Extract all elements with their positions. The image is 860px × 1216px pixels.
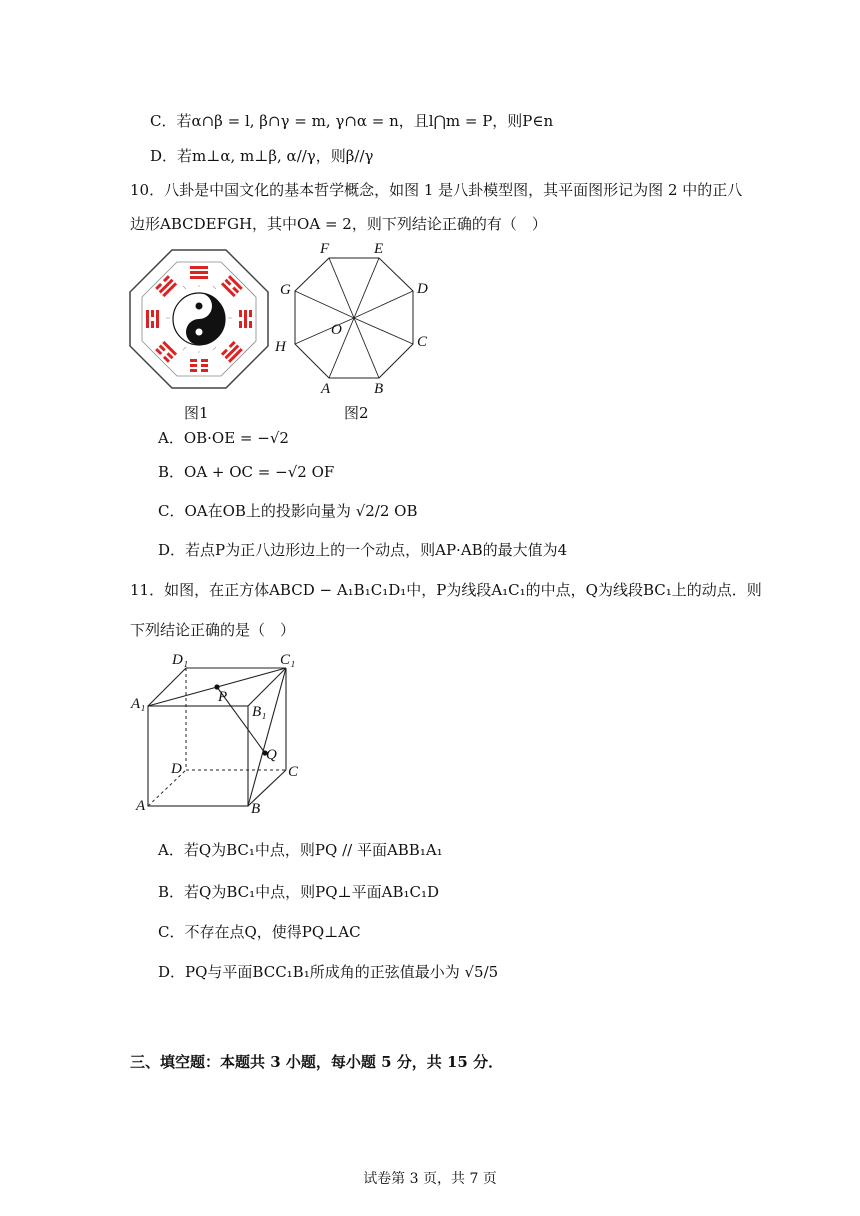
cube-label-b1: B₁ bbox=[252, 704, 267, 720]
q10-stem-line2: 边形ABCDEFGH，其中OA = 2，则下列结论正确的有（ ） bbox=[130, 215, 547, 233]
cube-label-b: B bbox=[251, 801, 261, 817]
q11-stem-line2: 下列结论正确的是（ ） bbox=[130, 621, 296, 639]
vertex-label-d: D bbox=[417, 281, 428, 297]
q11-option-a: A．若Q为BC₁中点，则PQ // 平面ABB₁A₁ bbox=[158, 841, 443, 859]
cube-label-d: D bbox=[171, 761, 182, 777]
center-label-o: O bbox=[331, 322, 342, 338]
q10-stem-line1: 10．八卦是中国文化的基本哲学概念，如图 1 是八卦模型图，其平面图形记为图 2 中的正八 bbox=[130, 181, 743, 199]
cube-figure bbox=[128, 648, 308, 818]
q10-option-d: D．若点P为正八边形边上的一个动点，则AP·AB的最大值为4 bbox=[158, 541, 568, 559]
fig2-caption: 图2 bbox=[344, 404, 369, 422]
cube-label-p: P bbox=[218, 689, 228, 705]
section-3-heading: 三、填空题：本题共 3 小题，每小题 5 分，共 15 分． bbox=[130, 1053, 504, 1071]
q10-option-c: C．OA在OB上的投影向量为 √2/2 OB bbox=[158, 502, 418, 520]
cube-label-q: Q bbox=[266, 747, 277, 763]
cube-label-a: A bbox=[136, 798, 146, 814]
vertex-label-b: B bbox=[374, 381, 384, 396]
q10-option-a: A．OB·OE = −√2 bbox=[158, 429, 289, 447]
page-footer: 试卷第 3 页，共 7 页 bbox=[363, 1171, 497, 1187]
vertex-label-h: H bbox=[275, 339, 286, 355]
vertex-label-f: F bbox=[320, 241, 330, 257]
cube-label-d1: D₁ bbox=[172, 652, 189, 668]
vertex-label-e: E bbox=[374, 241, 384, 257]
cube-label-a1: A₁ bbox=[131, 696, 146, 712]
q11-option-c: C．不存在点Q，使得PQ⊥AC bbox=[158, 923, 361, 941]
vertex-label-g: G bbox=[280, 282, 291, 298]
q9-option-c: C．若α∩β = l, β∩γ = m, γ∩α = n，且l⋂m = P，则P∈n bbox=[150, 112, 554, 130]
cube-label-c: C bbox=[288, 764, 299, 780]
bagua-figure bbox=[128, 248, 270, 390]
q10-option-b: B．OA + OC = −√2 OF bbox=[158, 463, 335, 481]
q11-option-b: B．若Q为BC₁中点，则PQ⊥平面AB₁C₁D bbox=[158, 883, 439, 901]
q9-option-d: D．若m⊥α, m⊥β, α//γ，则β//γ bbox=[150, 147, 374, 165]
octagon-figure bbox=[272, 236, 442, 396]
q11-option-d: D．PQ与平面BCC₁B₁所成角的正弦值最小为 √5/5 bbox=[158, 963, 499, 981]
fig1-caption: 图1 bbox=[184, 404, 209, 422]
vertex-label-a: A bbox=[321, 381, 331, 396]
q11-stem-line1: 11．如图，在正方体ABCD − A₁B₁C₁D₁中，P为线段A₁C₁的中点，Q为线段BC₁上的动点．则 bbox=[130, 581, 762, 599]
vertex-label-c: C bbox=[417, 334, 428, 350]
cube-label-c1: C₁ bbox=[280, 652, 296, 668]
